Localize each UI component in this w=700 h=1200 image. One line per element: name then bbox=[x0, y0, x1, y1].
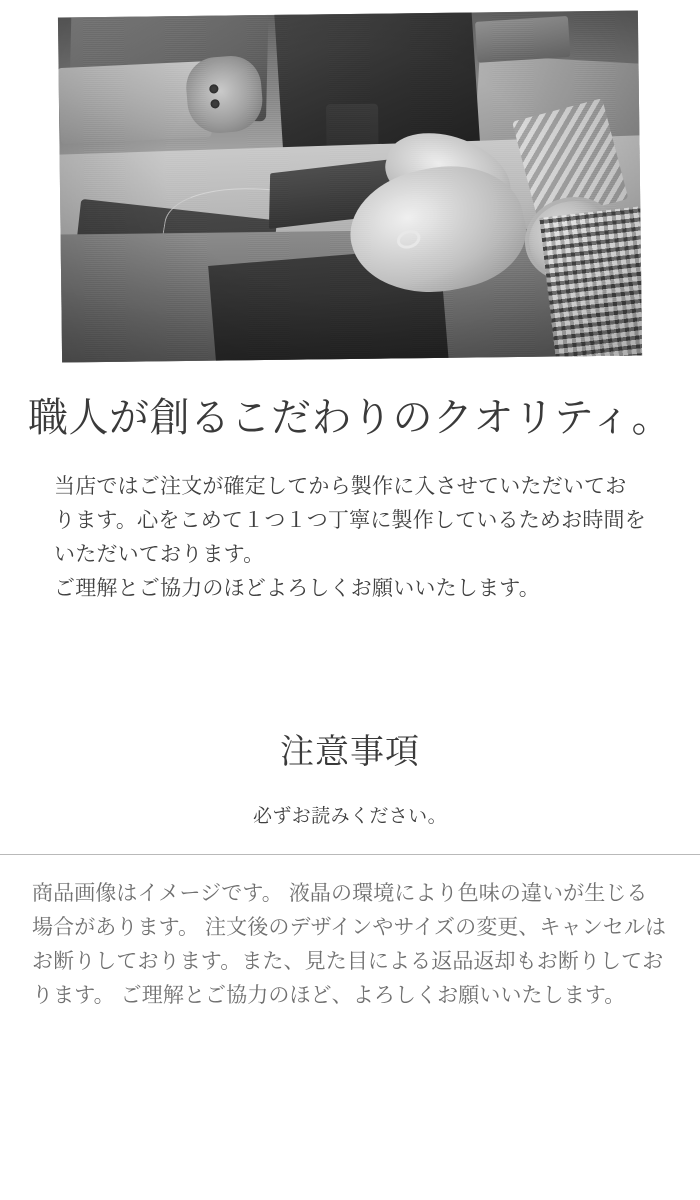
intro-headline: 職人が創るこだわりのクオリティ。 bbox=[28, 396, 672, 440]
intro-paragraph-2: ご理解とご協力のほどよろしくお願いいたします。 bbox=[54, 576, 540, 600]
photo-frame bbox=[58, 10, 642, 362]
caution-title: 注意事項 bbox=[280, 732, 420, 771]
photo-grain bbox=[58, 10, 642, 362]
caution-body bbox=[32, 877, 668, 1013]
caution-subtitle: 必ずお読みください。 bbox=[252, 806, 447, 828]
sewing-machine-photo bbox=[58, 10, 642, 362]
intro-lead bbox=[54, 470, 646, 606]
section-divider bbox=[0, 854, 700, 855]
caution-body-text: 商品画像はイメージです。 液晶の環境により色味の違いが生じる場合があります。 注文後のデザインやサイズの変更、キャンセルはお断りしております。また、見た目による返品返却もお断りしております。 ご理解とご協力のほど、よろしくお願いいたします。 bbox=[32, 882, 667, 1008]
hero-image-section bbox=[0, 0, 700, 359]
intro-paragraph-1: 当店ではご注文が確定してから製作に入させていただいております。心をこめて１つ１つ丁寧に製作しているためお時間をいただいております。 bbox=[54, 474, 646, 566]
